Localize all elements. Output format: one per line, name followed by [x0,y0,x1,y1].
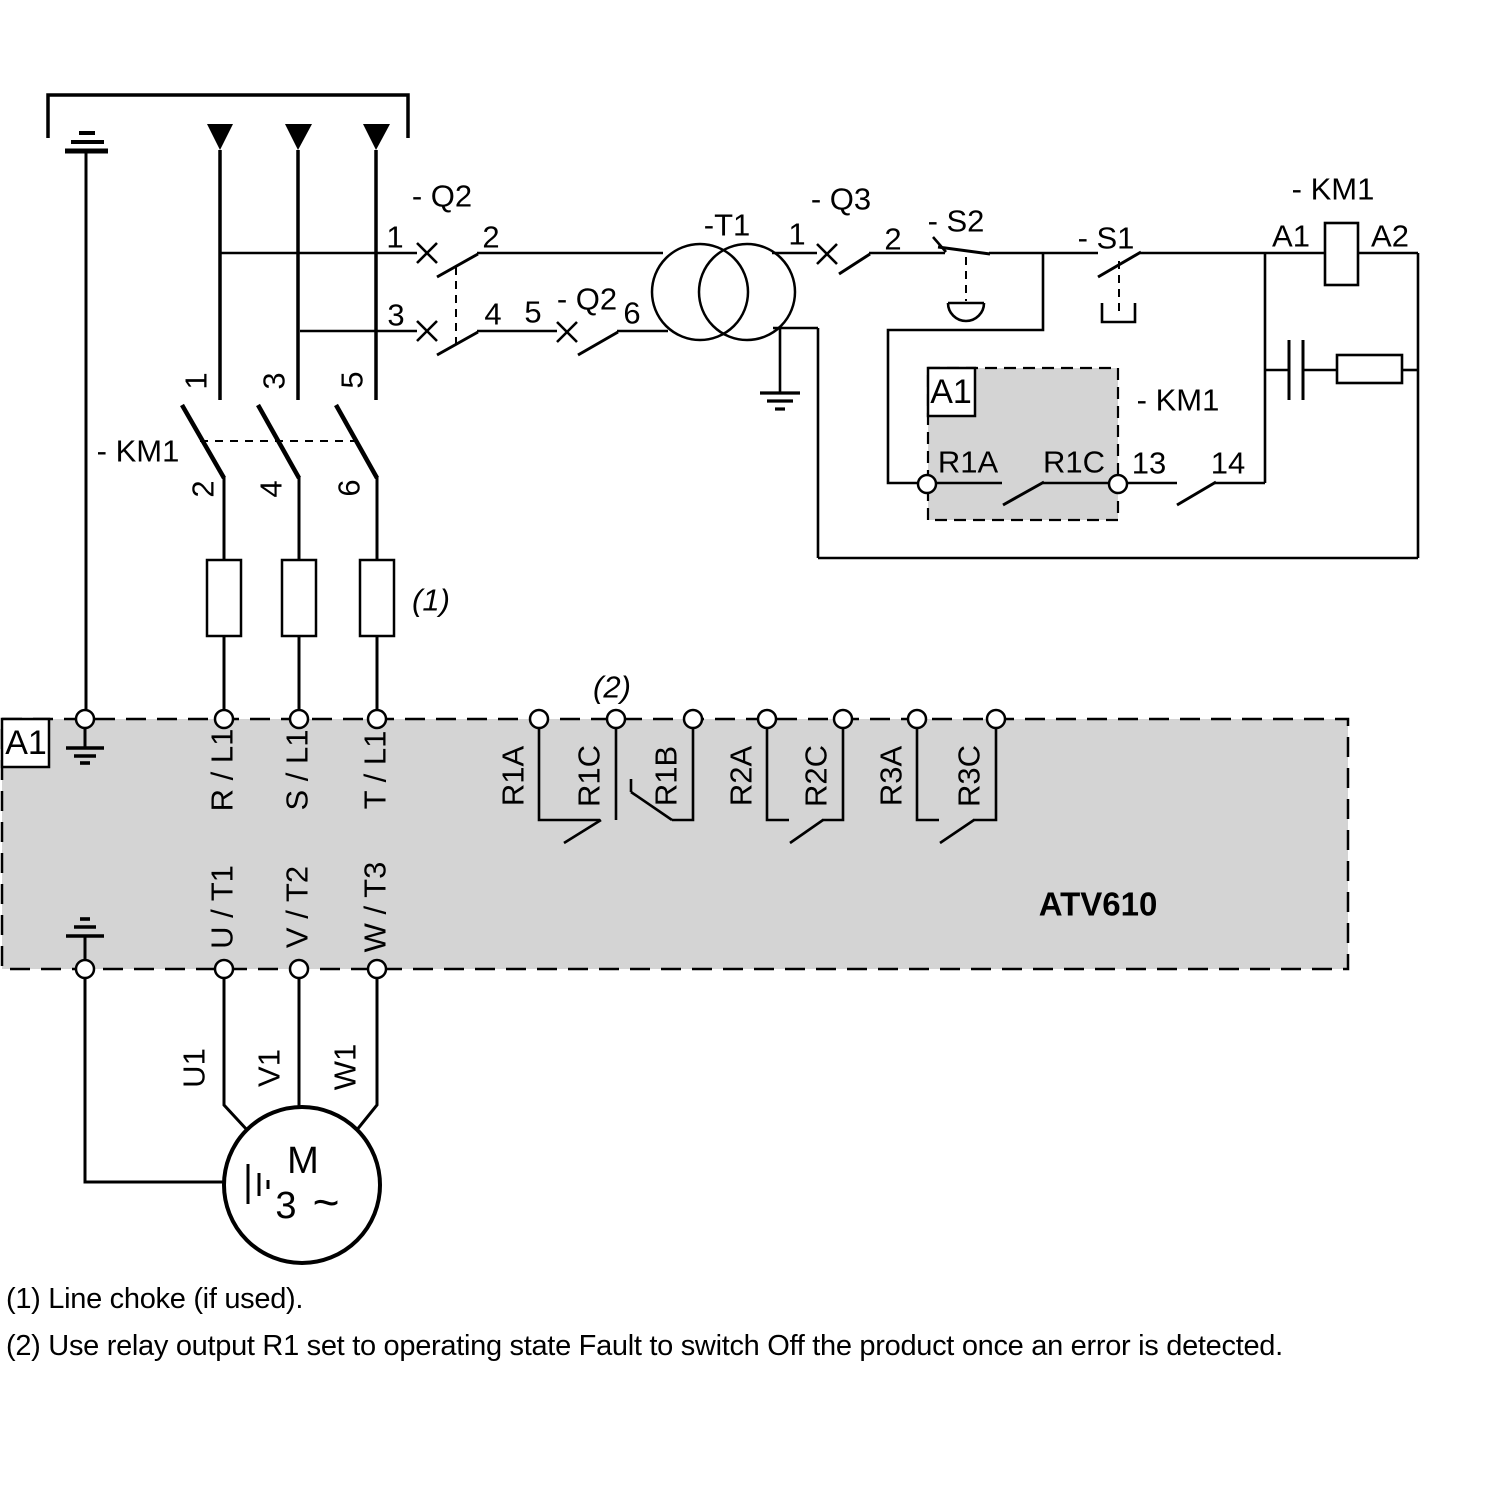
label-term-r2c: R2C [798,744,834,808]
label-q3-t1: 1 [788,216,806,252]
footnote-2: (2) Use relay output R1 set to operating state Fault to switch Off the product once an error is detected. [6,1330,1283,1362]
label-motor-u1: U1 [176,1048,212,1088]
label-km1-p5: 5 [334,371,370,389]
label-km1-coil: - KM1 [1291,171,1375,207]
label-km1-p4: 4 [253,480,289,498]
label-term-r3c: R3C [951,744,987,808]
label-s1: - S1 [1077,220,1135,256]
label-term-r1b: R1B [648,745,684,807]
label-km1-14: 14 [1210,445,1246,481]
label-relay-r1c: R1C [1042,444,1106,480]
label-q2: - Q2 [411,178,473,214]
motor-symbol [224,1107,380,1263]
label-q3-t2: 2 [884,221,902,257]
transformer-t1-symbol [652,244,795,340]
label-q2-t3: 3 [387,297,405,333]
label-motor-w1: W1 [327,1043,363,1091]
label-term-ut1: U / T1 [204,865,240,949]
label-q3: - Q3 [810,181,872,217]
label-drive-device-a1: A1 [5,724,47,762]
footnote-1: (1) Line choke (if used). [6,1283,304,1315]
label-km1-a2: A2 [1371,218,1409,254]
label-relay-r1a: R1A [937,444,999,480]
label-km1-13: 13 [1131,445,1167,481]
label-km1-p1: 1 [178,372,214,390]
label-km1-p3: 3 [256,372,292,390]
label-s2: - S2 [927,203,985,239]
label-note2-ref: (2) [593,669,631,705]
label-motor-m: M [287,1140,319,1182]
label-t1: -T1 [703,207,751,243]
label-term-r3a: R3A [873,745,909,807]
label-motor-ac-icon: ~ [312,1176,340,1228]
label-km1-main: - KM1 [96,433,180,469]
label-q2-t6: 6 [623,295,641,331]
label-q2-t2: 2 [482,219,500,255]
label-term-sl1: S / L1 [279,729,315,811]
stop-button-s2-symbol [933,237,1098,321]
label-motor-v1: V1 [251,1049,287,1087]
label-note1-ref: (1) [412,582,450,618]
label-q2-t5: 5 [524,294,542,330]
label-km1-a1: A1 [1272,218,1310,254]
label-q2-t4: 4 [484,296,502,332]
start-button-s1-symbol [1098,252,1325,322]
label-term-rl1: R / L1 [204,728,240,812]
label-q2-aux: - Q2 [556,281,618,317]
km1-coil-symbol [1325,218,1418,558]
label-km1-p6: 6 [331,479,367,497]
label-term-vt2: V / T2 [279,865,315,949]
label-drive-model: ATV610 [1038,885,1158,923]
line-choke-symbols [207,560,394,710]
label-term-wt3: W / T3 [357,861,393,953]
label-km1-p2: 2 [185,480,221,498]
label-term-r2a: R2A [723,745,759,807]
label-q2-t1: 1 [386,219,404,255]
supply-lines [207,124,390,400]
rc-snubber-symbol [1265,253,1418,483]
label-term-r1a: R1A [495,745,531,807]
label-term-r1c: R1C [571,744,607,808]
label-motor-phases: 3 [275,1185,297,1227]
label-km1-aux: - KM1 [1136,382,1220,418]
label-relay-device-a1: A1 [930,373,972,411]
label-term-tl1: T / L1 [357,730,393,810]
motor-earth-icon [248,1164,268,1204]
